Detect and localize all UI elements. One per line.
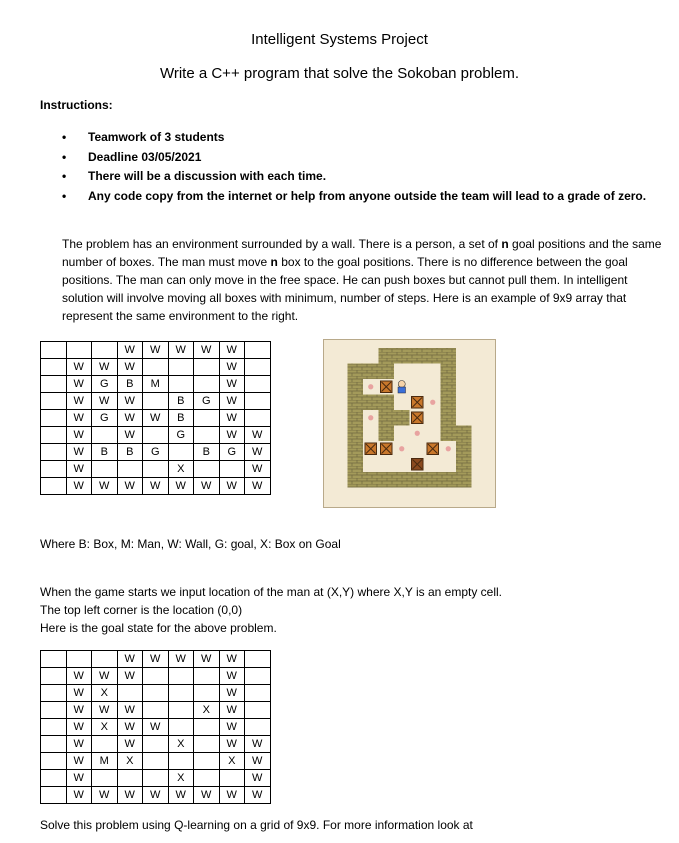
grid-cell: W <box>219 376 245 393</box>
grid-row <box>41 685 271 702</box>
grid-cell <box>66 651 92 668</box>
grid-cell: W <box>66 461 92 478</box>
grid-cell <box>194 427 220 444</box>
sokoban-board <box>324 340 495 507</box>
grid-cell <box>168 702 194 719</box>
grid-cell: W <box>117 410 143 427</box>
grid-cell: X <box>194 702 220 719</box>
bullet-icon: • <box>62 169 67 183</box>
grid-cell: W <box>245 427 271 444</box>
wall-tile <box>441 472 457 488</box>
grid-cell <box>143 668 169 685</box>
grid-row <box>41 376 271 393</box>
man-body-icon <box>398 387 406 393</box>
grid-cell: W <box>117 787 143 804</box>
grid-cell: W <box>117 478 143 495</box>
grid-cell: W <box>92 393 118 410</box>
grid-cell <box>194 736 220 753</box>
wall-tile <box>379 364 395 380</box>
grid-cell: W <box>245 770 271 787</box>
grid-cell <box>245 342 271 359</box>
grid-cell: W <box>143 651 169 668</box>
grid-cell: X <box>92 685 118 702</box>
wall-tile <box>441 364 457 380</box>
grid-cell: W <box>66 770 92 787</box>
grid-cell: W <box>117 702 143 719</box>
grid-row <box>41 410 271 427</box>
grid-cell: W <box>66 444 92 461</box>
legend-text: Where B: Box, M: Man, W: Wall, G: goal, X: Box on Goal <box>40 537 341 551</box>
grid-cell: W <box>219 702 245 719</box>
wall-tile <box>379 472 395 488</box>
initial-state-grid <box>40 341 271 495</box>
wall-tile <box>348 379 364 395</box>
grid-cell: W <box>245 444 271 461</box>
grid-row <box>41 427 271 444</box>
grid-cell <box>194 685 220 702</box>
grid-row <box>41 651 271 668</box>
grid-cell <box>41 787 67 804</box>
grid-row <box>41 770 271 787</box>
grid-cell: M <box>92 753 118 770</box>
grid-cell <box>41 753 67 770</box>
grid-cell: W <box>92 668 118 685</box>
grid-row <box>41 478 271 495</box>
grid-cell <box>168 685 194 702</box>
grid-row <box>41 393 271 410</box>
grid-cell <box>41 702 67 719</box>
wall-tile <box>425 348 441 364</box>
wall-tile <box>394 348 410 364</box>
grid-row <box>41 753 271 770</box>
grid-cell <box>219 461 245 478</box>
grid-row <box>41 444 271 461</box>
wall-tile <box>363 364 379 380</box>
grid-cell <box>117 685 143 702</box>
grid-cell: W <box>219 410 245 427</box>
grid-cell: W <box>194 478 220 495</box>
grid-cell: W <box>143 787 169 804</box>
grid-cell: B <box>194 444 220 461</box>
grid-cell: B <box>168 410 194 427</box>
grid-row <box>41 736 271 753</box>
grid-cell: W <box>117 342 143 359</box>
grid-cell <box>41 719 67 736</box>
grid-cell: G <box>168 427 194 444</box>
grid-cell <box>168 668 194 685</box>
grid-cell: W <box>245 478 271 495</box>
grid-cell <box>92 736 118 753</box>
grid-cell: W <box>219 736 245 753</box>
start-line-2: The top left corner is the location (0,0) <box>40 603 243 617</box>
grid-cell <box>41 444 67 461</box>
grid-cell <box>168 753 194 770</box>
grid-cell <box>194 461 220 478</box>
grid-cell <box>194 359 220 376</box>
wall-tile <box>363 395 379 411</box>
grid-cell: W <box>117 393 143 410</box>
grid-row <box>41 719 271 736</box>
wall-tile <box>379 395 395 411</box>
instructions-heading: Instructions: <box>40 98 113 112</box>
grid-cell <box>245 651 271 668</box>
grid-cell <box>92 770 118 787</box>
grid-cell: W <box>219 393 245 410</box>
grid-cell: W <box>168 342 194 359</box>
grid-cell: W <box>143 410 169 427</box>
grid-cell: W <box>66 787 92 804</box>
grid-cell <box>41 770 67 787</box>
grid-cell <box>245 685 271 702</box>
man-head-icon <box>398 381 405 388</box>
grid-cell: W <box>66 719 92 736</box>
wall-tile <box>379 348 395 364</box>
grid-cell: G <box>92 410 118 427</box>
grid-cell: W <box>143 719 169 736</box>
grid-cell: W <box>66 753 92 770</box>
grid-cell: W <box>92 702 118 719</box>
grid-cell: W <box>66 685 92 702</box>
grid-cell: W <box>219 342 245 359</box>
start-line-1: When the game starts we input location of the man at (X,Y) where X,Y is an empty cell. <box>40 585 502 599</box>
wall-tile <box>394 410 410 426</box>
wall-tile <box>348 410 364 426</box>
grid-row <box>41 461 271 478</box>
instruction-item: • Any code copy from the internet or help from anyone outside the team will lead to a grade of zero. <box>58 187 658 207</box>
grid-cell: W <box>66 410 92 427</box>
grid-cell: W <box>219 651 245 668</box>
grid-cell: W <box>219 668 245 685</box>
wall-tile <box>410 472 426 488</box>
instruction-item: • There will be a discussion with each time. <box>58 167 658 187</box>
instructions-list <box>58 128 658 206</box>
grid-cell: W <box>66 736 92 753</box>
bullet-icon: • <box>62 130 67 144</box>
wall-tile <box>348 441 364 457</box>
grid-cell <box>41 651 67 668</box>
grid-row <box>41 668 271 685</box>
grid-cell <box>92 651 118 668</box>
problem-description: The problem has an environment surrounded by a wall. There is a person, a set of n goal positions and the same number of boxes. The man must move n box to the goal positions. There is no difference between the goal positions. The man can only move in the free space. He can push boxes but cannot pull them. In intelligent solution will involve moving all boxes with minimum, number of steps. Here is an example of 9x9 array that represent the same environment to the right. <box>62 237 662 323</box>
wall-tile <box>348 457 364 473</box>
grid-cell: B <box>117 376 143 393</box>
wall-tile <box>441 395 457 411</box>
grid-cell <box>41 427 67 444</box>
instruction-item: • Teamwork of 3 students <box>58 128 658 148</box>
grid-cell <box>245 359 271 376</box>
grid-cell <box>194 770 220 787</box>
goal-marker <box>415 431 420 436</box>
grid-cell: X <box>168 461 194 478</box>
goal-marker <box>446 446 451 451</box>
grid-cell <box>143 753 169 770</box>
grid-cell: W <box>219 359 245 376</box>
grid-cell <box>245 376 271 393</box>
grid-cell <box>41 478 67 495</box>
goal-marker <box>430 400 435 405</box>
wall-tile <box>379 426 395 442</box>
grid-cell <box>41 342 67 359</box>
grid-row <box>41 787 271 804</box>
grid-cell <box>143 427 169 444</box>
grid-cell: W <box>168 478 194 495</box>
grid-cell: W <box>66 702 92 719</box>
wall-tile <box>441 379 457 395</box>
grid-cell: W <box>117 359 143 376</box>
grid-cell: W <box>66 478 92 495</box>
grid-cell <box>143 770 169 787</box>
wall-tile <box>456 426 472 442</box>
grid-cell: G <box>194 393 220 410</box>
grid-cell: X <box>117 753 143 770</box>
wall-tile <box>456 441 472 457</box>
grid-cell <box>168 376 194 393</box>
goal-marker <box>368 384 373 389</box>
grid-cell: W <box>117 736 143 753</box>
grid-cell: W <box>219 427 245 444</box>
grid-cell: W <box>66 376 92 393</box>
grid-cell <box>41 393 67 410</box>
wall-tile <box>410 348 426 364</box>
grid-cell <box>117 770 143 787</box>
grid-cell: X <box>168 770 194 787</box>
grid-cell: W <box>219 478 245 495</box>
grid-cell <box>41 461 67 478</box>
grid-cell <box>143 685 169 702</box>
grid-cell: W <box>92 478 118 495</box>
grid-cell: W <box>219 787 245 804</box>
bullet-icon: • <box>62 149 67 164</box>
grid-cell: G <box>143 444 169 461</box>
grid-row <box>41 359 271 376</box>
wall-tile <box>348 395 364 411</box>
grid-cell: W <box>168 651 194 668</box>
grid-cell: X <box>168 736 194 753</box>
grid-cell: W <box>92 359 118 376</box>
grid-cell: W <box>66 393 92 410</box>
grid-cell: W <box>143 342 169 359</box>
wall-tile <box>348 472 364 488</box>
grid-cell <box>66 342 92 359</box>
start-line-3: Here is the goal state for the above problem. <box>40 621 277 635</box>
grid-cell <box>41 410 67 427</box>
grid-cell <box>245 393 271 410</box>
goal-marker <box>399 446 404 451</box>
document-title: Intelligent Systems Project <box>251 31 428 48</box>
grid-cell <box>194 719 220 736</box>
grid-cell: X <box>92 719 118 736</box>
grid-cell <box>92 342 118 359</box>
grid-cell: W <box>194 787 220 804</box>
grid-cell <box>143 359 169 376</box>
bullet-icon: • <box>62 188 67 203</box>
grid-cell: W <box>117 427 143 444</box>
goal-state-grid <box>40 650 271 804</box>
grid-cell <box>41 685 67 702</box>
grid-cell: W <box>66 668 92 685</box>
grid-cell: W <box>66 359 92 376</box>
grid-cell <box>143 393 169 410</box>
grid-cell: W <box>168 787 194 804</box>
wall-tile <box>394 472 410 488</box>
wall-tile <box>363 472 379 488</box>
grid-cell: W <box>92 787 118 804</box>
wall-tile <box>441 348 457 364</box>
grid-cell: B <box>117 444 143 461</box>
goal-marker <box>368 415 373 420</box>
grid-cell <box>41 376 67 393</box>
grid-cell <box>245 719 271 736</box>
grid-cell <box>194 410 220 427</box>
wall-tile <box>441 426 457 442</box>
grid-cell <box>92 461 118 478</box>
grid-cell: W <box>117 719 143 736</box>
grid-cell: W <box>66 427 92 444</box>
grid-cell <box>194 753 220 770</box>
grid-cell: W <box>245 787 271 804</box>
grid-cell: B <box>168 393 194 410</box>
grid-cell <box>245 702 271 719</box>
wall-tile <box>441 410 457 426</box>
wall-tile <box>456 472 472 488</box>
grid-cell: W <box>245 461 271 478</box>
grid-cell <box>143 461 169 478</box>
grid-cell <box>168 444 194 461</box>
grid-cell <box>245 668 271 685</box>
grid-cell <box>92 427 118 444</box>
wall-tile <box>348 364 364 380</box>
grid-row <box>41 702 271 719</box>
grid-cell: W <box>245 753 271 770</box>
grid-cell: X <box>219 753 245 770</box>
grid-cell <box>219 770 245 787</box>
grid-cell <box>117 461 143 478</box>
grid-cell <box>168 359 194 376</box>
grid-cell <box>143 736 169 753</box>
grid-cell: G <box>219 444 245 461</box>
grid-cell: W <box>117 651 143 668</box>
grid-cell: W <box>194 651 220 668</box>
grid-cell: G <box>92 376 118 393</box>
grid-cell <box>194 376 220 393</box>
grid-cell: W <box>117 668 143 685</box>
grid-cell: W <box>219 685 245 702</box>
wall-tile <box>348 426 364 442</box>
grid-cell: W <box>245 736 271 753</box>
footer-text: Solve this problem using Q-learning on a grid of 9x9. For more information look at <box>40 818 473 832</box>
document-subtitle: Write a C++ program that solve the Sokoban problem. <box>159 65 520 82</box>
grid-cell <box>41 668 67 685</box>
instruction-item: • Deadline 03/05/2021 <box>58 148 658 168</box>
grid-cell <box>143 702 169 719</box>
wall-tile <box>456 457 472 473</box>
grid-cell <box>194 668 220 685</box>
grid-cell <box>168 719 194 736</box>
grid-cell: M <box>143 376 169 393</box>
grid-cell <box>245 410 271 427</box>
grid-cell <box>41 736 67 753</box>
grid-cell: B <box>92 444 118 461</box>
grid-cell <box>41 359 67 376</box>
grid-cell: W <box>194 342 220 359</box>
sokoban-illustration <box>323 339 496 508</box>
grid-row <box>41 342 271 359</box>
grid-cell: W <box>219 719 245 736</box>
wall-tile <box>425 472 441 488</box>
grid-cell: W <box>143 478 169 495</box>
wall-tile <box>379 410 395 426</box>
